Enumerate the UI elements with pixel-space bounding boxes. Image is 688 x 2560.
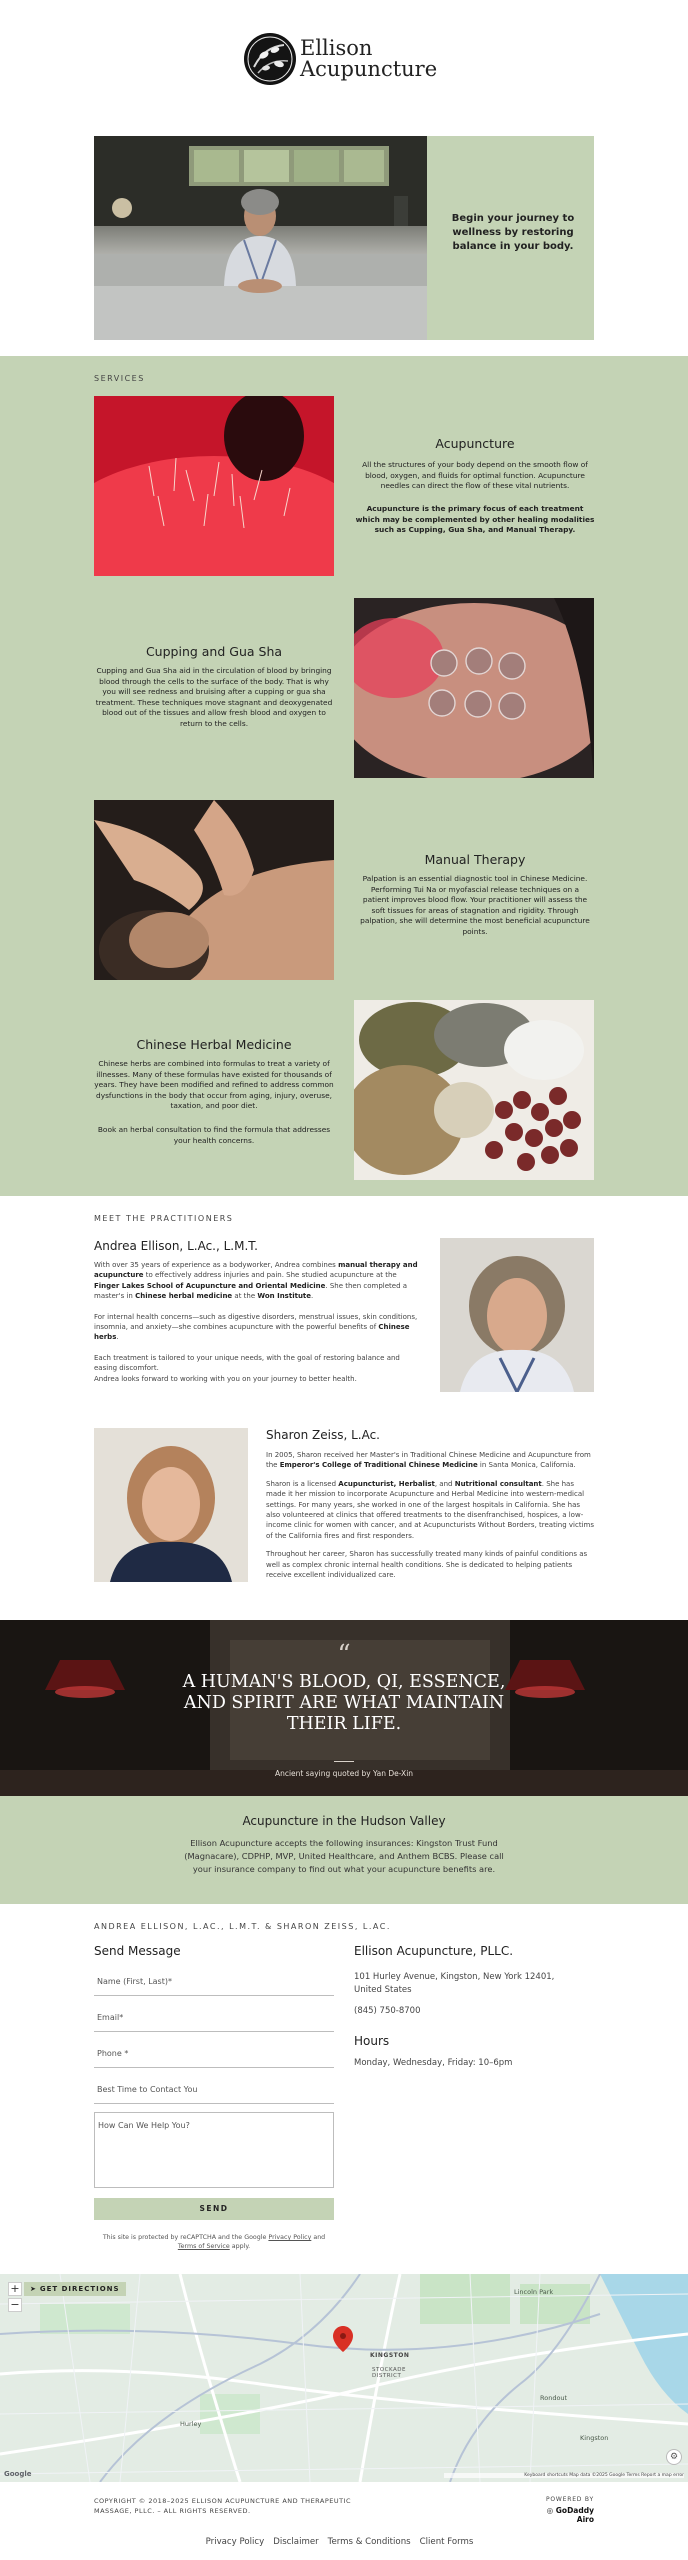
zoom-out-button[interactable]: − [8,2298,22,2312]
andrea-name: Andrea Ellison, L.Ac., L.M.T. [94,1239,258,1253]
recaptcha-notice: This site is protected by reCAPTCHA and the Google Privacy Policy and Terms of Service apply. [102,2234,326,2250]
map-settings-icon[interactable]: ⚙ [666,2449,682,2465]
business-phone[interactable]: (845) 750-8700 [354,2006,421,2016]
business-address: 101 Hurley Avenue, Kingston, New York 12401, United States [354,1972,555,1995]
phone-field[interactable]: Phone * [94,2042,334,2068]
get-directions-button[interactable]: ➤ GET DIRECTIONS [24,2282,126,2296]
map-label-kingston-2: Kingston [580,2434,609,2442]
powered-by-label: POWERED BY [545,2496,594,2503]
services-section [0,356,688,1196]
andrea-bio: With over 35 years of experience as a bodyworker, Andrea combines manual therapy and acupuncture to effectively address injuries and pain. She studied acupuncture at the Finger Lakes School of Acupuncture and Oriental Medicine. She then completed a master's in Chinese herbal medicine at the Won Institute. For internal health concerns—such as digestive disorders, menstrual issues, skin conditions, insomnia, and anxiety—she combines acupuncture with the powerful benefits of Chinese herbs. Each treatment is tailored to your unique needs, with the goal of restoring balance and easing discomfort. Andrea looks forward to working with you on your journey to better health. [94,1261,418,1383]
hours-title: Hours [354,2034,390,2048]
map-attribution[interactable]: Keyboard shortcuts Map data ©2025 Google Terms Report a map error [444,2473,684,2478]
name-field[interactable]: Name (First, Last)* [94,1970,334,1996]
insurance-title: Acupuncture in the Hudson Valley [242,1814,446,1828]
services-label: SERVICES [94,374,145,383]
logo-line-2: Acupuncture [300,57,438,81]
map-label-stockade: STOCKADE DISTRICT [372,2367,407,2379]
cupping-title: Cupping and Gua Sha [145,644,283,659]
practitioners-section [0,1196,688,1620]
zoom-in-button[interactable]: + [8,2282,22,2296]
best-time-field[interactable]: Best Time to Contact You [94,2078,334,2104]
herbal-title: Chinese Herbal Medicine [136,1037,292,1052]
hero-tagline: Begin your journey to wellness by restoring balance in your body. [451,213,575,252]
hero-banner [94,136,594,340]
map-label-lincoln-park: Lincoln Park [514,2288,554,2296]
site-footer [0,2482,688,2560]
navigation-icon: ➤ [30,2285,37,2293]
footer-link-privacy[interactable]: Privacy Policy [205,2537,265,2547]
google-logo: Google [4,2470,32,2478]
contact-label: ANDREA ELLISON, L.AC., L.M.T. & SHARON ZEISS, L.AC. [94,1922,391,1931]
quote-banner [0,1620,688,1796]
business-name: Ellison Acupuncture, PLLC. [354,1944,514,1958]
practitioners-label: MEET THE PRACTITIONERS [94,1214,234,1223]
quote-attribution: Ancient saying quoted by Yan De-Xin [274,1769,414,1778]
manual-therapy-title: Manual Therapy [424,852,526,867]
herbal-desc: Chinese herbs are combined into formulas to treat a variety of illnesses. Many of these formulas have existed for thousands of years. They have been modified and refined to address common dysfunctions in the body that occur from aging, injury, overuse, taxation, and poor diet. [94,1059,334,1111]
acupuncture-desc: All the structures of your body depend on the smooth flow of blood, oxygen, and fluids for optimal function. Acupuncture needles can direct the flow of these vital nutrients. [362,460,588,491]
manual-therapy-desc: Palpation is an essential diagnostic tool in Chinese Medicine. Performing Tui Na or myofascial release techniques on a patient improves blood flow. Your practitioner will assess the soft tissues for areas of stagnation and rigidity. Through palpation, she will determine the most beneficial acupuncture points. [360,874,590,936]
cupping-desc: Cupping and Gua Sha aid in the circulation of blood by bringing blood through the cells to the surface of the body. That is why you will see redness and bruising after a cupping or gua sha treatment. These techniques move stagnant and deoxygenated blood out of the tissues and allow fresh blood and oxygen to return to the cells. [95,666,333,728]
quote-text: A HUMAN'S BLOOD, QI, ESSENCE, AND SPIRIT ARE WHAT MAINTAIN THEIR LIFE. [182,1672,506,1734]
logo[interactable] [244,33,437,85]
form-title: Send Message [94,1944,181,1958]
send-button[interactable]: SEND [94,2198,334,2220]
contact-section [0,1904,688,2274]
acupuncture-photo [94,396,334,576]
manual-therapy-photo [94,800,334,980]
map[interactable] [0,2274,688,2482]
footer-link-disclaimer[interactable]: Disclaimer [273,2537,319,2547]
map-canvas[interactable] [0,2274,688,2482]
logo-text [300,38,437,80]
map-label-hurley: Hurley [180,2420,202,2428]
cupping-photo [354,598,594,778]
insurance-section [0,1796,688,1904]
footer-links [94,2537,594,2547]
terms-link[interactable]: Terms of Service [177,2243,230,2250]
email-field[interactable]: Email* [94,2006,334,2032]
sharon-bio: In 2005, Sharon received her Master's in Traditional Chinese Medicine and Acupuncture from the Emperor's College of Traditional Chinese Medicine in Santa Monica, California. Sharon is a licensed Acupuncturist, Herbalist, and Nutritional consultant. She has made it her mission to incorporate Acupuncture and Herbal Medicine into western-medical settings. For many years, she worked in one of the largest hospitals in California. She has also volunteered at clinics that offered treatments to the disenfranchised, hospices, a low-income clinic for women with cancer, and at Acupuncturists Without Borders, treating victims of the California fires and first responders. Throughout her career, Sharon has successfully treated many kinds of painful conditions as well as complex chronic internal health conditions. She is dedicated to helping patients receive excellent individualized care. [266,1451,594,1580]
map-label-kingston: KINGSTON [370,2352,410,2359]
andrea-photo [440,1238,594,1392]
sharon-photo [94,1428,248,1582]
herbal-desc-consult: Book an herbal consultation to find the formula that addresses your health concerns. [97,1125,331,1145]
footer-link-terms[interactable]: Terms & Conditions [327,2537,411,2547]
sharon-name: Sharon Zeiss, L.Ac. [266,1428,380,1442]
quote-mark: “ [337,1640,351,1670]
privacy-policy-link[interactable]: Privacy Policy [268,2234,312,2241]
herbal-photo [354,1000,594,1180]
footer-link-client-forms[interactable]: Client Forms [419,2537,474,2547]
godaddy-icon: ◎ [546,2506,554,2515]
map-label-rondout: Rondout [540,2394,568,2402]
business-hours: Monday, Wednesday, Friday: 10–6pm [354,2058,513,2068]
godaddy-logo[interactable]: ◎ GoDaddy Airo [546,2506,594,2524]
acupuncture-desc-focus: Acupuncture is the primary focus of each treatment which may be complemented by other healing modalities such as Cupping, Gua Sha, and Manual Therapy. [355,504,595,535]
acupuncture-title: Acupuncture [435,436,515,451]
message-textarea[interactable]: How Can We Help You? [94,2112,334,2188]
hero-photo [94,136,427,340]
quote-divider [334,1761,354,1762]
site-header [0,0,688,130]
insurance-text: Ellison Acupuncture accepts the following insurances: Kingston Trust Fund (Magnacare), CDPHP, MVP, United Healthcare, and Anthem BCBS. Please call your insurance company to find out what your acupuncture benefits are. [184,1838,504,1874]
logo-line-1: Ellison [300,36,373,60]
logo-mark [244,33,296,85]
copyright: COPYRIGHT © 2018–2025 ELLISON ACUPUNCTURE AND THERAPEUTIC MASSAGE, PLLC. – ALL RIGHTS RESERVED. [94,2497,352,2515]
